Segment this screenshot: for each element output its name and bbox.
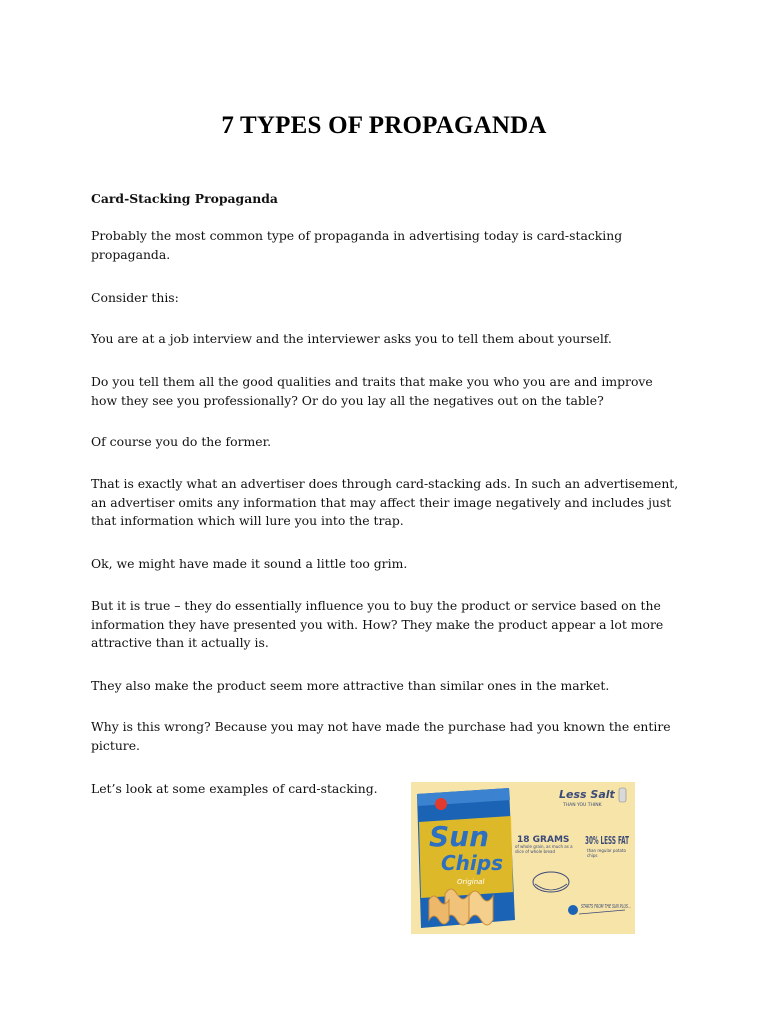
paragraph-consider: Consider this: [91, 290, 179, 305]
sunchips-ad-image [411, 782, 635, 934]
bag-brand-top: Sun [429, 820, 490, 853]
paragraph-intro: Probably the most common type of propaganda in advertising today is card-stacking propaganda. [91, 228, 623, 262]
chip-bag [417, 788, 515, 928]
fat-sub: than regular potato chips [587, 848, 626, 858]
ad-tagline-sub: THAN YOU THINK [563, 803, 602, 808]
paragraph-examples: Let’s look at some examples of card-stacking. [91, 781, 378, 796]
paragraph-interview: You are at a job interview and the interviewer asks you to tell them about yourself. [91, 331, 612, 346]
bag-brand-bottom: Chips [441, 851, 503, 875]
page-title: 7 TYPES OF PROPAGANDA [221, 112, 547, 139]
paragraph-grim: Ok, we might have made it sound a little too grim. [91, 556, 408, 571]
grain-text: of whole grain, as much as a slice of whole bread [515, 844, 573, 854]
paragraph-qualities: Do you tell them all the good qualities and traits that make you who you are and improve how they see you professionally? Or do you lay all the negatives out on the table? [91, 374, 653, 408]
paragraph-former: Of course you do the former. [91, 434, 272, 449]
paragraph-similar: They also make the product seem more attractive than similar ones in the market. [91, 678, 610, 693]
paragraph-true: But it is true – they do essentially influence you to buy the product or service based on the information they have presented you with. How? They make the product appear a lot more attractive than it actually is. [91, 598, 664, 651]
ad-tagline: Less Salt [559, 788, 615, 801]
bag-flavor: Original [457, 878, 485, 886]
paragraph-why-wrong: Why is this wrong? Because you may not have made the purchase had you known the entire picture. [91, 719, 671, 753]
fat-badge: 30% LESS FAT [585, 834, 630, 847]
paragraph-advertiser: That is exactly what an advertiser does through card-stacking ads. In such an advertisement, an advertiser omits any information that may affect their image negatively and includes just that information which will lure you into the trap. [91, 476, 679, 529]
bottom-note: STARTS FROM THE SUN PLUS... [581, 904, 631, 910]
section-heading: Card-Stacking Propaganda [91, 191, 278, 206]
grain-badge: 18 GRAMS [517, 835, 570, 845]
